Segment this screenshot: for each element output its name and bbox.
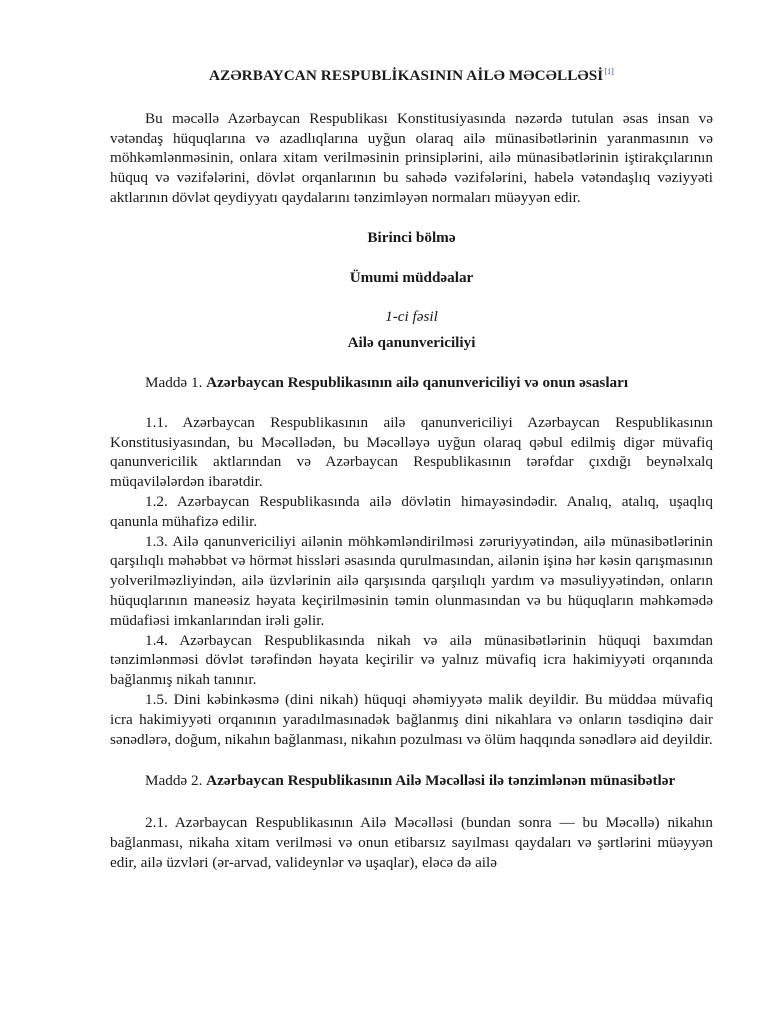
article-2-prefix: Maddə 2. xyxy=(145,772,203,790)
article-2-title: Azərbaycan Respublikasının Ailə Məcəlləsi ilə tənzimlənən münasibətlər xyxy=(206,772,676,790)
document-page xyxy=(110,62,713,873)
article-2-heading xyxy=(110,771,713,791)
article-1-item-3: 1.3. Ailə qanunvericiliyi ailənin möhkəmləndirilməsi zəruriyyətindən, ailə münasibətlərinin qarşılıqlı məhəbbət və hörmət hissləri əsasında qurulmasından, ailənin işinə hər kəsin qarışmasının yolverilməzliyindən, ailə üzvlərinin ailə qarşısında qarşılıqlı yardım və məsuliyyətindən, onların hüquqlarının maneəsiz həyata keçirilməsinin təmin olunmasından və bu hüquqların məhkəmədə müdafiəsi imkanlarından irəli gəlir. xyxy=(110,532,713,629)
article-1-item-5: 1.5. Dini kəbinkəsmə (dini nikah) hüquqi əhəmiyyətə malik deyildir. Bu müddəa müvafiq icra hakimiyyəti orqanının yaradılmasınadək bağlanmış dini nikahlara və onların təsdiqinə dair sənədlərə, doğum, nikahın bağlanması, nikahın pozulması və ölüm haqqında sənədlərə aid deyildir. xyxy=(110,690,713,748)
document-title xyxy=(110,62,713,86)
article-1-prefix: Maddə 1. xyxy=(145,374,203,392)
article-2-item-1: 2.1. Azərbaycan Respublikasının Ailə Məcəlləsi (bundan sonra — bu Məcəllə) nikahın bağlanması, nikaha xitam verilməsi və onun etibarsız sayılması qaydaları və şərtlərini müəyyən edir, ailə üzvləri (ər-arvad, valideynlər və uşaqlar), eləcə də ailə xyxy=(110,814,713,871)
chapter-heading: 1-ci fəsil xyxy=(385,308,438,326)
section-heading: Birinci bölmə xyxy=(367,228,456,246)
article-1-item-1: 1.1. Azərbaycan Respublikasının ailə qanunvericiliyi Azərbaycan Respublikasının Konstitusiyasından, bu Məcəllədən, bu Məcəlləyə uyğun olaraq qəbul edilmiş digər müvafiq qanunvericilik aktlarından və Azərbaycan Respublikasının tərəfdar çıxdığı beynəlxalq müqavilələrdən ibarətdir. xyxy=(110,413,713,491)
footnote-link[interactable]: [1] xyxy=(604,67,614,76)
title-text: AZƏRBAYCAN RESPUBLİKASININ AİLƏ MƏCƏLLƏSİ xyxy=(209,67,604,85)
section-title: Ümumi müddəalar xyxy=(349,268,474,286)
chapter-title: Ailə qanunvericiliyi xyxy=(347,334,476,352)
article-1-item-4: 1.4. Azərbaycan Respublikasında nikah və ailə münasibətlərinin hüquqi baxımdan tənzimlənməsi dövlət tərəfindən həyata keçirilir və yalnız müvafiq icra hakimiyyəti orqanında bağlanmış nikah tanınır. xyxy=(110,631,713,689)
article-1-heading xyxy=(110,373,713,393)
article-1-title: Azərbaycan Respublikasının ailə qanunvericiliyi və onun əsasları xyxy=(206,374,629,392)
article-1-item-2: 1.2. Azərbaycan Respublikasında ailə dövlətin himayəsindədir. Analıq, atalıq, uşaqlıq qanunla mühafizə edilir. xyxy=(110,493,713,530)
preamble-paragraph: Bu məcəllə Azərbaycan Respublikası Konstitusiyasında nəzərdə tutulan əsas insan və vətəndaş hüquqlarına və azadlıqlarına uyğun olaraq ailə münasibətlərinin yaranmasının və möhkəmlənməsinin, onlara xitam verilməsinin prinsiplərini, ailə münasibətlərinin iştirakçılarının hüquq və vəzifələrini, dövlət orqanlarının bu sahədə vəzifələrini, habelə vətəndaşlıq vəziyyəti aktlarının dövlət qeydiyyatı qaydalarını tənzimləyən normaları müəyyən edir. xyxy=(110,109,713,207)
